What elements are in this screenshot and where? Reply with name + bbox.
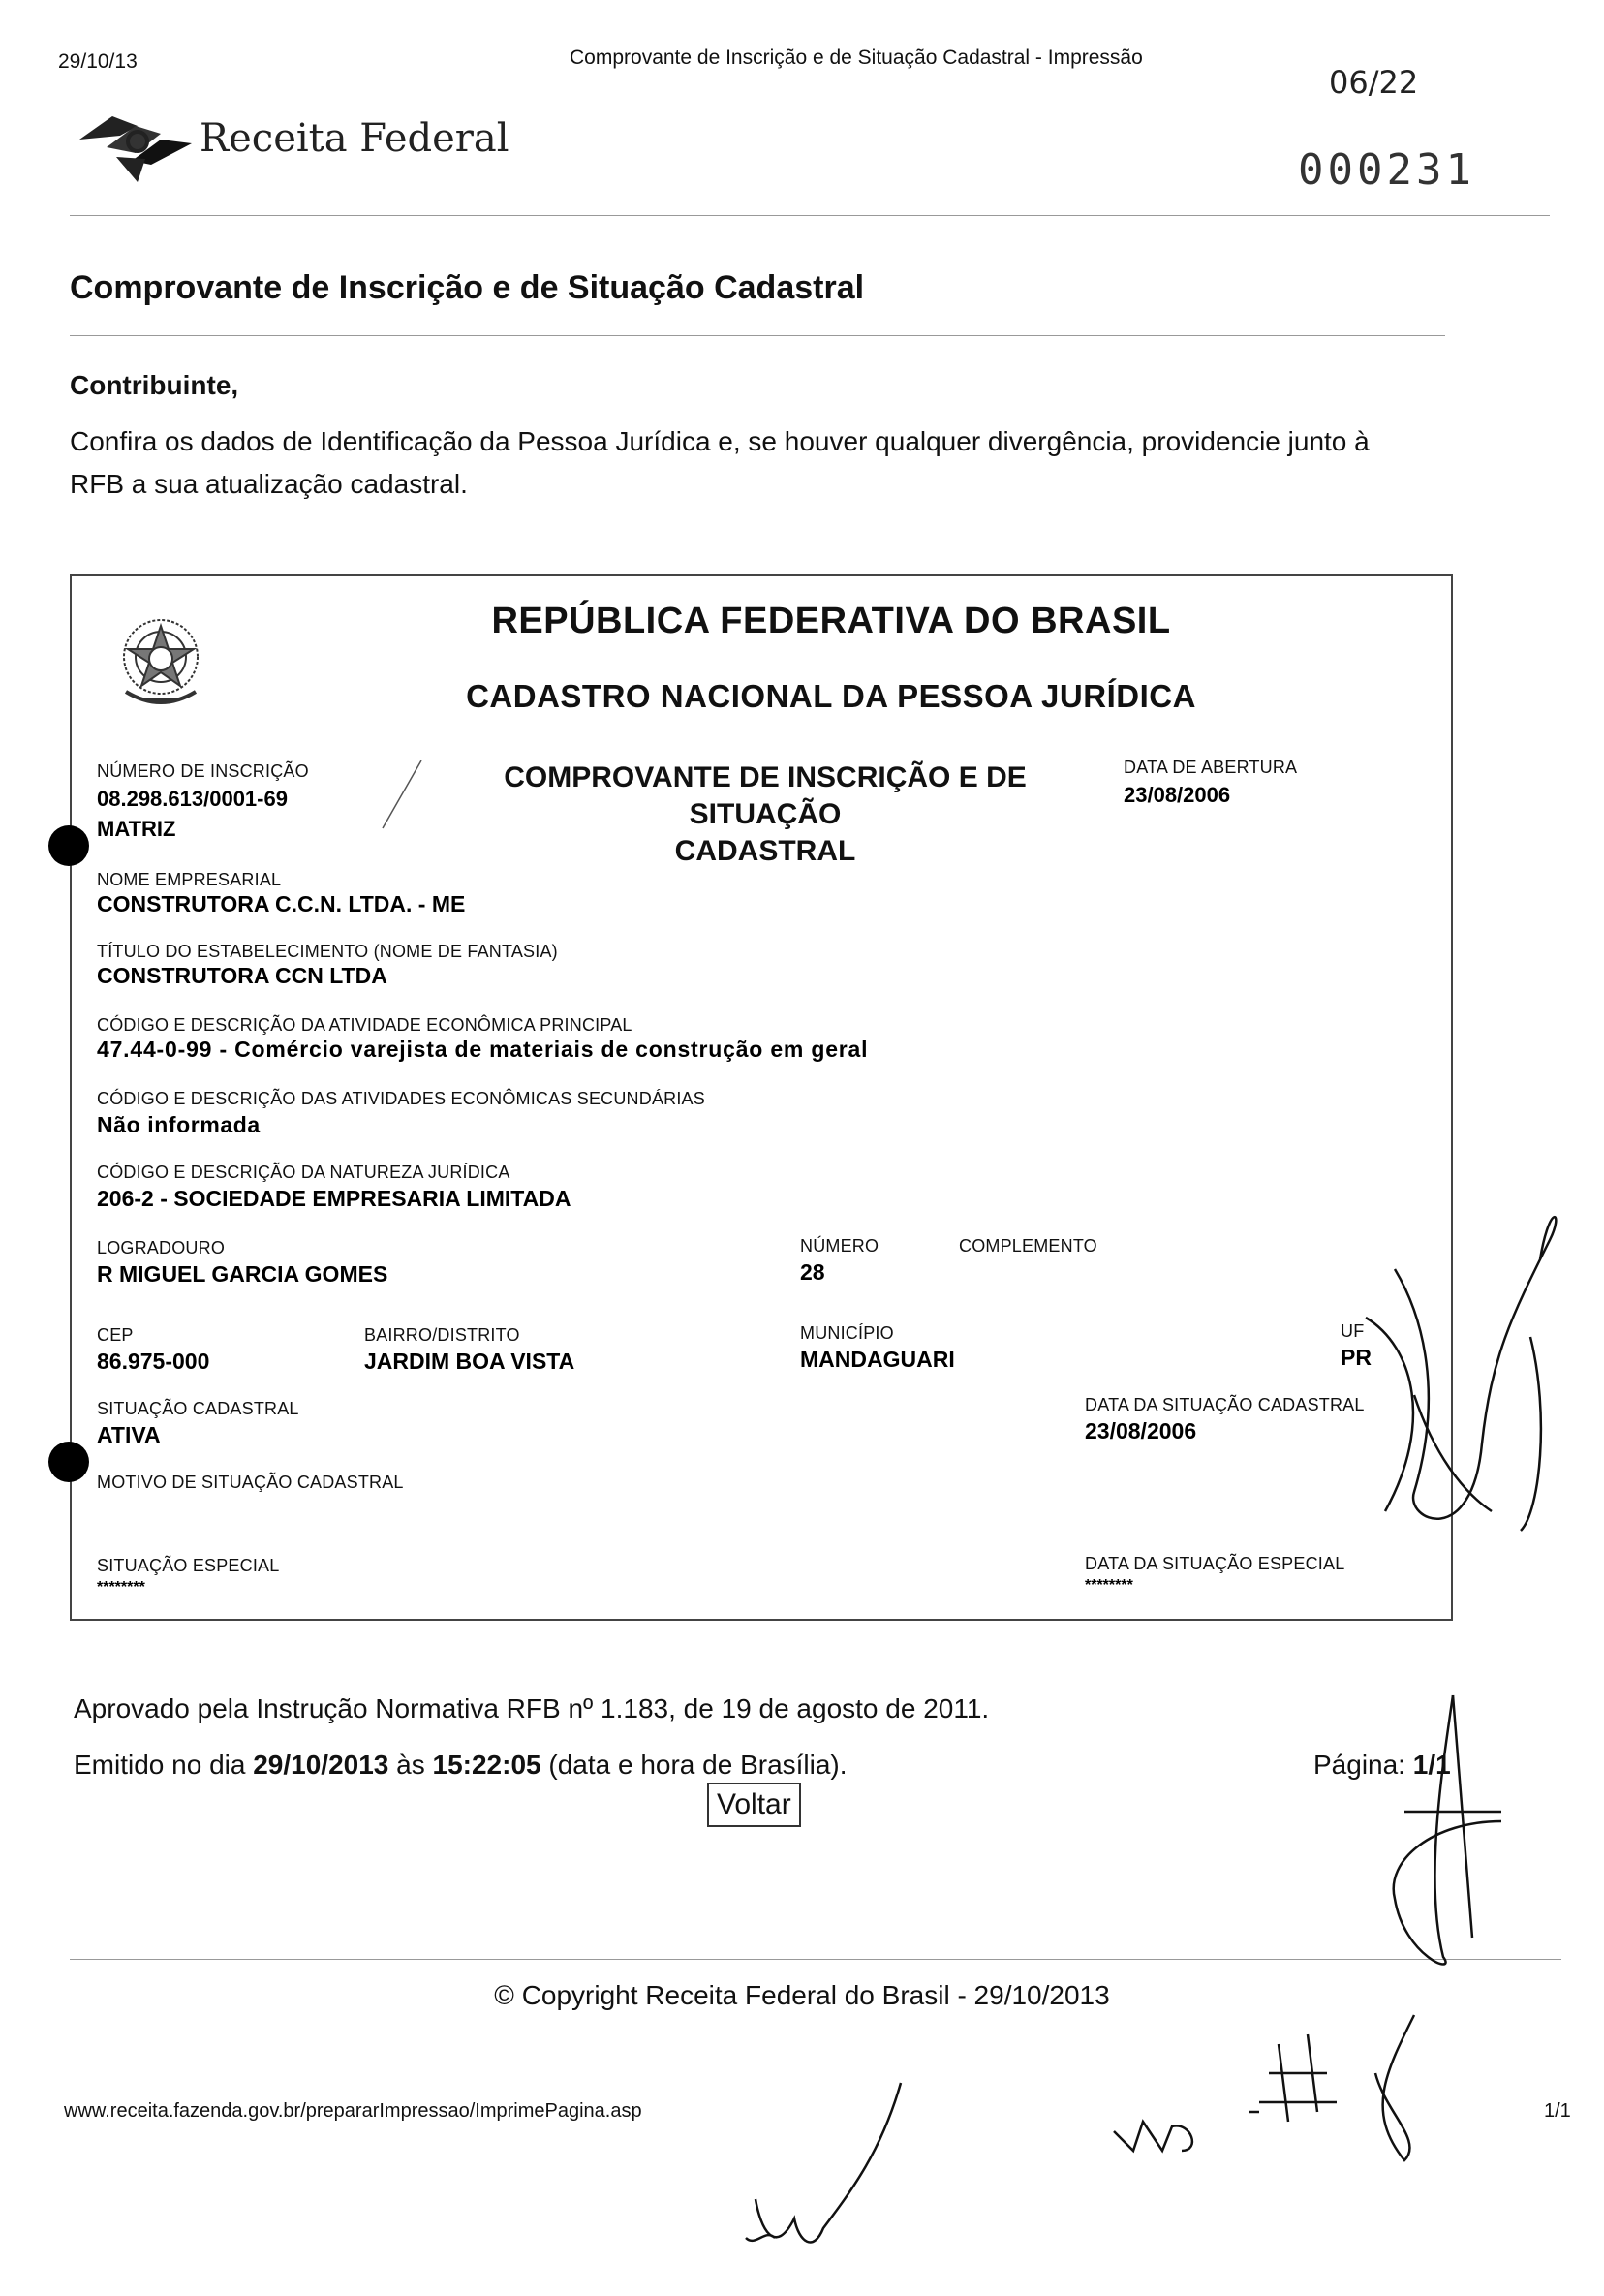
nome-fantasia-value: CONSTRUTORA CCN LTDA: [97, 963, 387, 988]
punch-hole: [48, 1442, 89, 1482]
bairro-label: BAIRRO/DISTRITO: [364, 1325, 520, 1345]
data-situacao-especial-label: DATA DA SITUAÇÃO ESPECIAL: [1085, 1554, 1345, 1573]
doc-title: [426, 760, 1104, 870]
data-abertura-value: 23/08/2006: [1124, 783, 1231, 807]
data-abertura-label: DATA DE ABERTURA: [1124, 758, 1298, 777]
cep-label: CEP: [97, 1325, 134, 1345]
logradouro-value: R MIGUEL GARCIA GOMES: [97, 1261, 388, 1287]
emitted-text: [74, 1750, 848, 1781]
uf-value: PR: [1341, 1345, 1372, 1370]
logradouro-label: LOGRADOURO: [97, 1238, 226, 1257]
pen-mark: [378, 756, 426, 833]
data-situacao-especial-value: ********: [1085, 1577, 1133, 1594]
natureza-juridica-value: 206-2 - SOCIEDADE EMPRESARIA LIMITADA: [97, 1186, 571, 1211]
complemento-label: COMPLEMENTO: [959, 1236, 1097, 1256]
inscricao-type: MATRIZ: [97, 817, 176, 841]
emitted-prefix: Emitido no dia: [74, 1750, 254, 1780]
certificate-title: REPÚBLICA FEDERATIVA DO BRASIL: [491, 601, 1171, 641]
numero-inscricao-value: 08.298.613/0001-69: [97, 787, 288, 811]
nome-empresarial-value: CONSTRUTORA C.C.N. LTDA. - ME: [97, 891, 466, 916]
situacao-cadastral-value: ATIVA: [97, 1422, 161, 1447]
initial-a: [1366, 1686, 1511, 1976]
uf-label: UF: [1341, 1321, 1365, 1341]
numero-value: 28: [800, 1259, 825, 1285]
approval-text: Aprovado pela Instrução Normativa RFB nº 1.183, de 19 de agosto de 2011.: [74, 1693, 990, 1723]
data-situacao-cadastral-label: DATA DA SITUAÇÃO CADASTRAL: [1085, 1395, 1365, 1414]
numero-inscricao-label: NÚMERO DE INSCRIÇÃO: [97, 761, 309, 781]
print-page-number: 1/1: [1544, 2100, 1571, 2122]
emitted-time: 15:22:05: [432, 1750, 541, 1780]
situacao-especial-label: SITUAÇÃO ESPECIAL: [97, 1556, 280, 1575]
print-date: 29/10/13: [58, 50, 138, 73]
footer-divider: [70, 1959, 1561, 1960]
intro-line-2: RFB a sua atualização cadastral.: [70, 469, 468, 499]
motivo-situacao-label: MOTIVO DE SITUAÇÃO CADASTRAL: [97, 1473, 404, 1492]
municipio-value: MANDAGUARI: [800, 1347, 955, 1372]
page-value: 1/1: [1412, 1750, 1451, 1780]
back-button[interactable]: Voltar: [707, 1783, 801, 1827]
atividade-principal-value: 47.44-0-99 - Comércio varejista de materiais de construção em geral: [97, 1037, 869, 1062]
intro-line-1: Confira os dados de Identificação da Pessoa Jurídica e, se houver qualquer divergência, providencie junto à: [70, 426, 1370, 456]
certificate-subtitle: CADASTRO NACIONAL DA PESSOA JURÍDICA: [466, 678, 1196, 714]
nome-fantasia-label: TÍTULO DO ESTABELECIMENTO (NOME DE FANTASIA): [97, 942, 558, 961]
print-title: Comprovante de Inscrição e de Situação Cadastral - Impressão: [570, 47, 1143, 69]
numero-label: NÚMERO: [800, 1236, 879, 1256]
doc-title-line-1: COMPROVANTE DE INSCRIÇÃO E DE SITUAÇÃO: [504, 761, 1027, 830]
municipio-label: MUNICÍPIO: [800, 1323, 894, 1343]
handwritten-page-fraction: 06/22: [1329, 64, 1419, 101]
natureza-juridica-label: CÓDIGO E DESCRIÇÃO DA NATUREZA JURÍDICA: [97, 1163, 510, 1182]
emitted-suffix: (data e hora de Brasília).: [540, 1750, 848, 1780]
atividade-principal-label: CÓDIGO E DESCRIÇÃO DA ATIVIDADE ECONÔMICA PRINCIPAL: [97, 1015, 632, 1035]
print-url: www.receita.fazenda.gov.br/prepararImpressao/ImprimePagina.asp: [64, 2100, 642, 2122]
signature-right: [1356, 1201, 1579, 1569]
atividades-secundarias-value: Não informada: [97, 1112, 261, 1137]
page-label: Página:: [1313, 1750, 1413, 1780]
doc-title-line-2: CADASTRAL: [674, 835, 856, 867]
punch-hole: [48, 825, 89, 866]
copyright: © Copyright Receita Federal do Brasil - 29/10/2013: [494, 1980, 1110, 2010]
brand-name: Receita Federal: [200, 116, 509, 161]
bairro-value: JARDIM BOA VISTA: [364, 1349, 575, 1374]
receita-federal-logo-icon: [77, 97, 198, 186]
title-divider: [70, 335, 1445, 336]
atividades-secundarias-label: CÓDIGO E DESCRIÇÃO DAS ATIVIDADES ECONÔMICAS SECUNDÁRIAS: [97, 1089, 705, 1108]
initials-bottom: [1095, 1996, 1463, 2170]
nome-empresarial-label: NOME EMPRESARIAL: [97, 870, 282, 889]
data-situacao-cadastral-value: 23/08/2006: [1085, 1418, 1197, 1443]
emitted-mid: às: [388, 1750, 433, 1780]
stamp-number: 000231: [1298, 145, 1475, 195]
header-divider: [70, 215, 1550, 216]
page-title: Comprovante de Inscrição e de Situação Cadastral: [70, 269, 865, 306]
cep-value: 86.975-000: [97, 1349, 210, 1374]
initials-lower: [736, 2073, 930, 2267]
greeting: Contribuinte,: [70, 370, 239, 400]
situacao-especial-value: ********: [97, 1579, 145, 1596]
emitted-date: 29/10/2013: [253, 1750, 389, 1780]
situacao-cadastral-label: SITUAÇÃO CADASTRAL: [97, 1399, 299, 1418]
